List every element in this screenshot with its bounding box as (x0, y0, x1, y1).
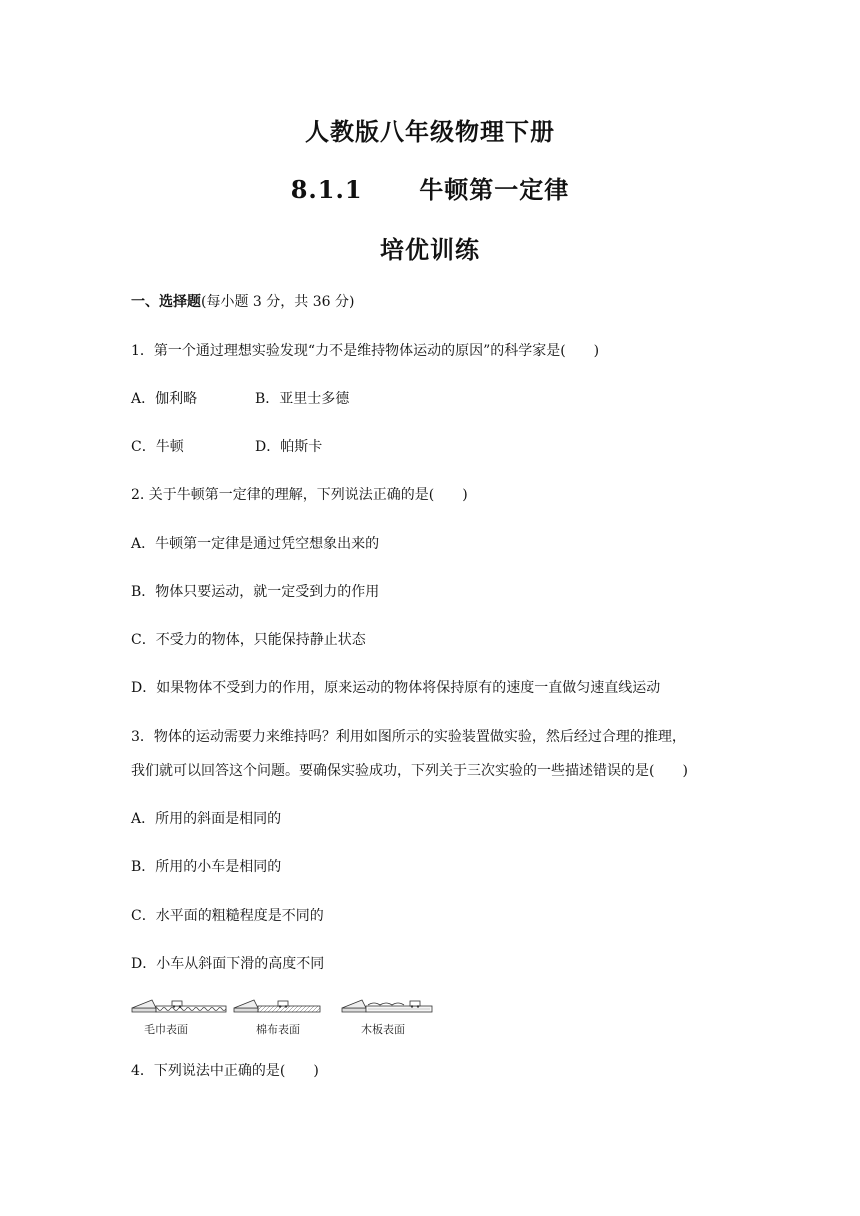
q3-stem-line2: 我们就可以回答这个问题。要确保实验成功，下列关于三次实验的一些描述错误的是( ) (131, 763, 688, 779)
q3-stem-line1: 3．物体的运动需要力来维持吗？利用如图所示的实验装置做实验，然后经过合理的推理， (131, 729, 686, 745)
q3-option-d: D．小车从斜面下滑的高度不同 (131, 956, 325, 972)
q3-option-b: B．所用的小车是相同的 (131, 859, 282, 875)
doc-title-2 (0, 170, 860, 205)
q3-option-c: C．水平面的粗糙程度是不同的 (131, 908, 324, 924)
q1-stem: 1．第一个通过理想实验发现“力不是维持物体运动的原因”的科学家是( ) (131, 343, 600, 359)
setup-cloth (234, 1000, 320, 1012)
q3-option-a: A．所用的斜面是相同的 (131, 811, 282, 827)
q1-option-a: A．伽利略 (131, 391, 198, 407)
figure-label-towel: 毛巾表面 (144, 1023, 188, 1036)
section-note: (每小题 3 分，共 36 分) (201, 294, 355, 310)
section-heading-label: 一、选择题 (131, 294, 201, 310)
q2-stem: 2. 关于牛顿第一定律的理解，下列说法正确的是( ) (131, 487, 468, 503)
q1-option-d: D．帕斯卡 (255, 439, 323, 455)
q2-option-b: B．物体只要运动，就一定受到力的作用 (131, 584, 380, 600)
doc-title-1: 人教版八年级物理下册 (305, 117, 555, 146)
q4-stem: 4．下列说法中正确的是( ) (131, 1063, 319, 1079)
q2-option-a: A．牛顿第一定律是通过凭空想象出来的 (131, 536, 380, 552)
figure-label-wood: 木板表面 (361, 1023, 405, 1036)
section-heading (131, 291, 354, 311)
figure-label-cloth: 棉布表面 (256, 1023, 300, 1036)
q1-option-b: B．亚里士多德 (255, 391, 350, 407)
section-number: 8.1.1 (290, 175, 363, 204)
q2-option-d: D．如果物体不受到力的作用，原来运动的物体将保持原有的速度一直做匀速直线运动 (131, 680, 661, 696)
setup-towel (132, 1000, 226, 1012)
section-title: 牛顿第一定律 (419, 175, 570, 204)
q1-option-c: C．牛顿 (131, 439, 184, 455)
setup-wood (342, 1000, 432, 1012)
doc-title-3: 培优训练 (380, 235, 480, 264)
q2-option-c: C．不受力的物体，只能保持静止状态 (131, 632, 366, 648)
